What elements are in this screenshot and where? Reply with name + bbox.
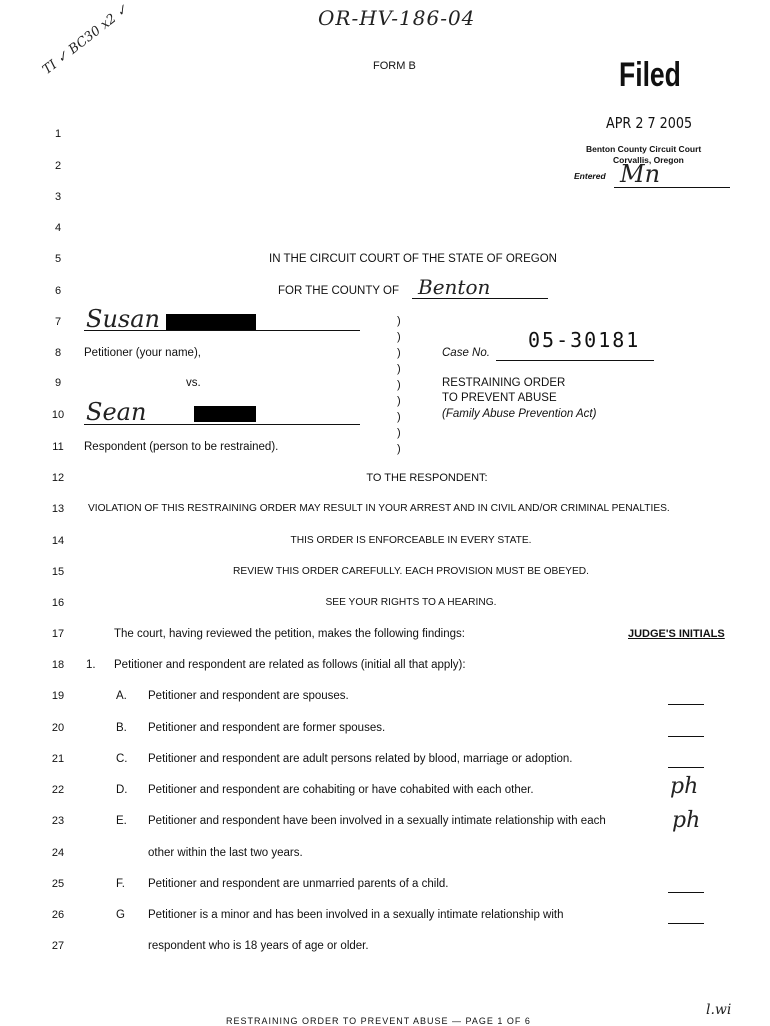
line-number: 15 xyxy=(51,566,65,578)
relationship-letter: A. xyxy=(116,690,127,702)
initial-blank-f xyxy=(668,892,704,893)
line-number: 2 xyxy=(54,160,62,172)
clerk-initials: Mn xyxy=(620,160,661,188)
line-number: 13 xyxy=(51,503,65,515)
respondent-name-blank xyxy=(84,424,360,425)
redaction-bar xyxy=(166,314,256,330)
paren-mark: ) xyxy=(397,347,401,359)
line-number: 24 xyxy=(51,847,65,859)
court-heading: IN THE CIRCUIT COURT OF THE STATE OF OREGON xyxy=(269,253,557,265)
line-number: 1 xyxy=(54,128,62,140)
line-number: 27 xyxy=(51,940,65,952)
relationship-text: respondent who is 18 years of age or older. xyxy=(148,940,369,952)
case-no-label: Case No. xyxy=(442,347,490,359)
line-number: 3 xyxy=(54,191,62,203)
form-label: FORM B xyxy=(373,60,416,72)
order-title-line-3: (Family Abuse Prevention Act) xyxy=(442,408,597,420)
bottom-right-handwriting: l.wi xyxy=(706,1002,732,1018)
case-number: 05-30181 xyxy=(528,328,641,352)
paren-mark: ) xyxy=(397,427,401,439)
filed-stamp-date: APR 2 7 2005 xyxy=(606,114,693,132)
entered-label: Entered xyxy=(574,171,606,181)
line-number: 23 xyxy=(51,815,65,827)
relationship-letter: C. xyxy=(116,753,128,765)
judge-initial-d: ph xyxy=(670,774,699,799)
line-number: 21 xyxy=(51,753,65,765)
handwritten-top-left-marks: TI ✓ BC30 x2 ✓ xyxy=(40,1,132,78)
order-title-line-1: RESTRAINING ORDER xyxy=(442,377,566,389)
vs-label: vs. xyxy=(186,377,201,389)
finding-text: Petitioner and respondent are related as follows (initial all that apply): xyxy=(114,659,466,671)
relationship-letter: E. xyxy=(116,815,127,827)
relationship-text: Petitioner is a minor and has been involved in a sexually intimate relationship with xyxy=(148,909,564,921)
paren-mark: ) xyxy=(397,315,401,327)
line-number: 18 xyxy=(51,659,65,671)
relationship-text: Petitioner and respondent have been involved in a sexually intimate relationship with each xyxy=(148,815,606,827)
filed-stamp-title: Filed xyxy=(619,56,681,94)
relationship-letter: F. xyxy=(116,878,125,890)
judge-initial-e: ph xyxy=(672,808,701,833)
line-number: 12 xyxy=(51,472,65,484)
relationship-text: Petitioner and respondent are former spouses. xyxy=(148,722,386,734)
initial-blank-b xyxy=(668,736,704,737)
county-prefix: FOR THE COUNTY OF xyxy=(278,285,399,297)
handwritten-case-reference: OR-HV-186-04 xyxy=(318,6,476,30)
line-number: 25 xyxy=(51,878,65,890)
relationship-text: other within the last two years. xyxy=(148,847,303,859)
line-number: 20 xyxy=(51,722,65,734)
county-name-handwritten: Benton xyxy=(418,275,491,299)
line-number: 4 xyxy=(54,222,62,234)
initial-blank-c xyxy=(668,767,704,768)
paren-mark: ) xyxy=(397,411,401,423)
relationship-text: Petitioner and respondent are spouses. xyxy=(148,690,349,702)
paren-mark: ) xyxy=(397,363,401,375)
enforceable-notice: THIS ORDER IS ENFORCEABLE IN EVERY STATE. xyxy=(290,535,532,546)
line-number: 5 xyxy=(54,253,62,265)
line-number: 22 xyxy=(51,784,65,796)
line-number: 16 xyxy=(51,597,65,609)
relationship-text: Petitioner and respondent are unmarried parents of a child. xyxy=(148,878,449,890)
review-notice: REVIEW THIS ORDER CAREFULLY. EACH PROVISION MUST BE OBEYED. xyxy=(233,566,589,577)
line-number: 6 xyxy=(54,285,62,297)
respondent-label: Respondent (person to be restrained). xyxy=(84,441,279,453)
finding-number: 1. xyxy=(86,659,96,671)
line-number: 8 xyxy=(54,347,62,359)
relationship-text: Petitioner and respondent are cohabiting or have cohabited with each other. xyxy=(148,784,534,796)
paren-mark: ) xyxy=(397,379,401,391)
paren-mark: ) xyxy=(397,443,401,455)
petitioner-label: Petitioner (your name), xyxy=(84,347,201,359)
relationship-letter: B. xyxy=(116,722,127,734)
line-number: 9 xyxy=(54,377,62,389)
page-footer: RESTRAINING ORDER TO PREVENT ABUSE — PAGE 1 OF 6 xyxy=(226,1016,531,1026)
filed-stamp-court: Benton County Circuit Court xyxy=(586,144,702,154)
line-number: 17 xyxy=(51,628,65,640)
redaction-bar xyxy=(194,406,256,422)
order-title-line-2: TO PREVENT ABUSE xyxy=(442,392,557,404)
filed-stamp-city: Corvallis, Oregon xyxy=(613,155,684,165)
line-number: 10 xyxy=(51,409,65,421)
line-number: 11 xyxy=(52,441,64,453)
paren-mark: ) xyxy=(397,331,401,343)
relationship-letter: D. xyxy=(116,784,128,796)
relationship-text: Petitioner and respondent are adult persons related by blood, marriage or adoption. xyxy=(148,753,573,765)
findings-intro: The court, having reviewed the petition, makes the following findings: xyxy=(114,628,465,640)
rights-notice: SEE YOUR RIGHTS TO A HEARING. xyxy=(325,597,497,608)
paren-mark: ) xyxy=(397,395,401,407)
violation-notice: VIOLATION OF THIS RESTRAINING ORDER MAY RESULT IN YOUR ARREST AND IN CIVIL AND/OR CRIMINAL PENALTIES. xyxy=(88,503,670,514)
initial-blank-g xyxy=(668,923,704,924)
case-no-blank xyxy=(496,360,654,361)
line-number: 19 xyxy=(51,690,65,702)
petitioner-name-blank xyxy=(84,330,360,331)
to-respondent-heading: TO THE RESPONDENT: xyxy=(366,472,488,484)
relationship-letter: G xyxy=(116,909,125,921)
line-number: 7 xyxy=(54,316,62,328)
judges-initials-heading: JUDGE'S INITIALS xyxy=(628,628,725,640)
petitioner-name-handwritten: Susan xyxy=(86,305,160,333)
line-number: 26 xyxy=(51,909,65,921)
initial-blank-a xyxy=(668,704,704,705)
respondent-name-handwritten: Sean xyxy=(86,398,147,426)
line-number: 14 xyxy=(51,535,65,547)
